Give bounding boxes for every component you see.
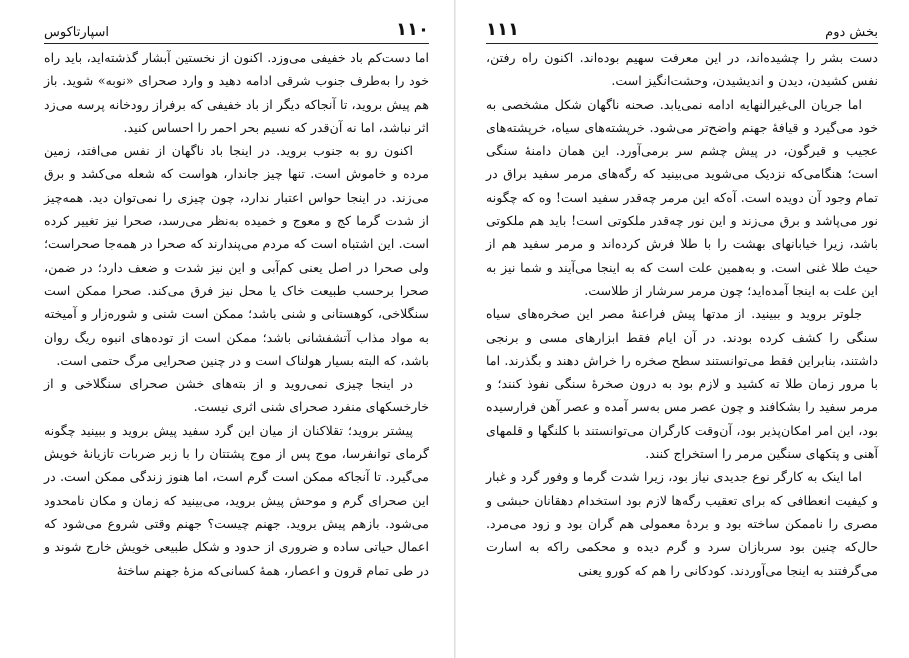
right-page-body: [486, 46, 878, 582]
paragraph: اما اینک به کارگر نوع جدیدی نیاز بود، زیرا شدت گرما و وفور گرد و غبار و کیفیت انعطافی که برای تعقیب رگه‌ها لازم بود استخدام دهقانان حبشی و مصری را ناممکن ساخته بود و بردهٔ معمولی هم گران بود و زود می‌مرد. حال‌که چنین بود سربازان سرد و گرم دیده و محکمی راکه به اسارت می‌گرفتند به اینجا می‌آوردند. کودکانی را هم که کورو یعنی: [486, 469, 878, 578]
header-rule: [486, 43, 878, 44]
left-page-header: [44, 14, 429, 40]
running-title: بخش دوم: [825, 25, 878, 40]
paragraph: دست بشر را چشیده‌اند، در این معرفت سهیم بوده‌اند. اکنون راه رفتن، نفس کشیدن، دیدن و اندیشیدن، وحشت‌انگیز است.: [486, 50, 878, 89]
paragraph: در اینجا چیزی نمی‌روید و از بته‌های خشن صحرای سنگلاخی و از خارخسکهای منفرد صحرای شنی اثری نیست.: [44, 376, 429, 415]
paragraph: پیشتر بروید؛ تقلاکنان از میان این گرد سفید پیش بروید و ببینید چگونه گرمای توانفرسا، موج پس از موج پشتتان را با زبر ضربات تازیانهٔ خویش می‌گیرد. تا آنجاکه ممکن است گرم است، اما هنوز زندگی ممکن است. در این صحرای گرم و موحش پیش بروید، می‌بینید که زمان و مکان نامحدود می‌شود. بازهم پیش بروید. جهنم چیست؟ جهنم وقتی شروع می‌شود که اعمال حیاتی ساده و ضروری از حدود و شکل طبیعی خویش خارج شوند و در طی تمام قرون و اعصار، همهٔ کسانی‌که مزهٔ جهنم ساختهٔ: [44, 422, 429, 578]
left-page: [0, 0, 454, 658]
page-number: ۱۱۱: [486, 19, 519, 40]
left-page-body: [44, 46, 429, 582]
paragraph: اکنون رو به جنوب بروید. در اینجا باد ناگهان از نفس می‌افتد، زمین مرده و خاموش است. تنها چیز جاندار، هواست که شعله می‌کشد و برق می‌زند. در اینجا حواس اعتبار ندارد، چون چیزی را نمی‌توان دید. همه‌چیز از شدت گرما کج و معوج و خمیده به‌نظر می‌رسد، صحرا نیز تغییر کرده است. این اشتباه است که مردم می‌پندارند که صحرا در همه‌جا صحراست؛ ولی صحرا در اصل یعنی کم‌آبی و این نیز شدت و ضعف دارد؛ در ضمن، صحرا برحسب طبیعت خاک یا محل نیز فرق می‌کند. صحرا ممکن است سنگلاخی، کوهستانی و شنی باشد؛ ممکن است شنی و شوره‌زار و آمیخته به مواد مذاب آتشفشانی باشد؛ ممکن است از توده‌های انبوه ریگ روان باشد، که البته بسیار هولناک است و در چنین صحرایی مرگ حتمی است.: [44, 143, 429, 368]
right-page: [456, 0, 909, 658]
paragraph: اما دست‌کم باد خفیفی می‌وزد. اکنون از نخستین آبشار گذشته‌اید، باید راه خود را به‌طرف جنوب شرقی ادامه دهید و وارد صحرای «نوبه» شوید. باز هم پیش بروید، تا آنجاکه دیگر از باد خفیفی که برفراز رودخانه پرسه می‌زد اثر نباشد، اما نه آن‌قدر که نسیم بحر احمر را احساس کنید.: [44, 50, 429, 135]
paragraph: جلوتر بروید و ببینید. از مدتها پیش فراعنهٔ مصر این صخره‌های سیاه سنگی را کشف کرده بودند. در آن ایام فقط ابزارهای مسی و برنجی داشتند، بنابراین فقط می‌توانستند سطح صخره را خراش دهند و بگذرند. اما با مرور زمان طلا ته کشید و لازم بود به درون صخرهٔ سنگی نفوذ کنند؛ و مرمر سفید را بشکافند و چون عصر مس به‌سر آمده و عصر آهن فرارسیده بود، این امر امکان‌پذیر بود، آن‌وقت کارگران می‌توانستند با کلنگها و قلمهای آهنی و پتکهای سنگین مرمر را استخراج کنند.: [486, 306, 878, 462]
header-rule: [44, 43, 429, 44]
page-number: ۱۱۰: [396, 19, 429, 40]
running-title: اسپارتاکوس: [44, 25, 110, 40]
paragraph: اما جریان الی‌غیرالنهایه ادامه نمی‌یابد. صحنه ناگهان شکل مشخصی به خود می‌گیرد و قیافهٔ جهنم واضح‌تر می‌شود. خرپشته‌های سیاه، خرپشته‌های عجیب و قیرگون، در پیش چشم سر برمی‌آورد. این همان دامنهٔ سنگی است؛ هنگامی‌که نزدیک می‌شوید می‌بینید که رگه‌های مرمر سفید براق در تمام وجود آن دویده است. آه‌که این مرمر چه‌قدر سفید است! وه که چگونه نور می‌پاشد و برق می‌زند و این نور چه‌قدر ملکوتی است! باید هم ملکوتی باشد، زیرا خیابانهای بهشت را با طلا فرش کرده‌اند و مرمر سفید هم از حیث طلا غنی است. و به‌همین علت است که به اینجا می‌آیند و شما نیز به این علت به اینجا آمده‌اید؛ چون مرمر سرشار از طلاست.: [486, 96, 878, 298]
right-page-header: [486, 14, 878, 40]
